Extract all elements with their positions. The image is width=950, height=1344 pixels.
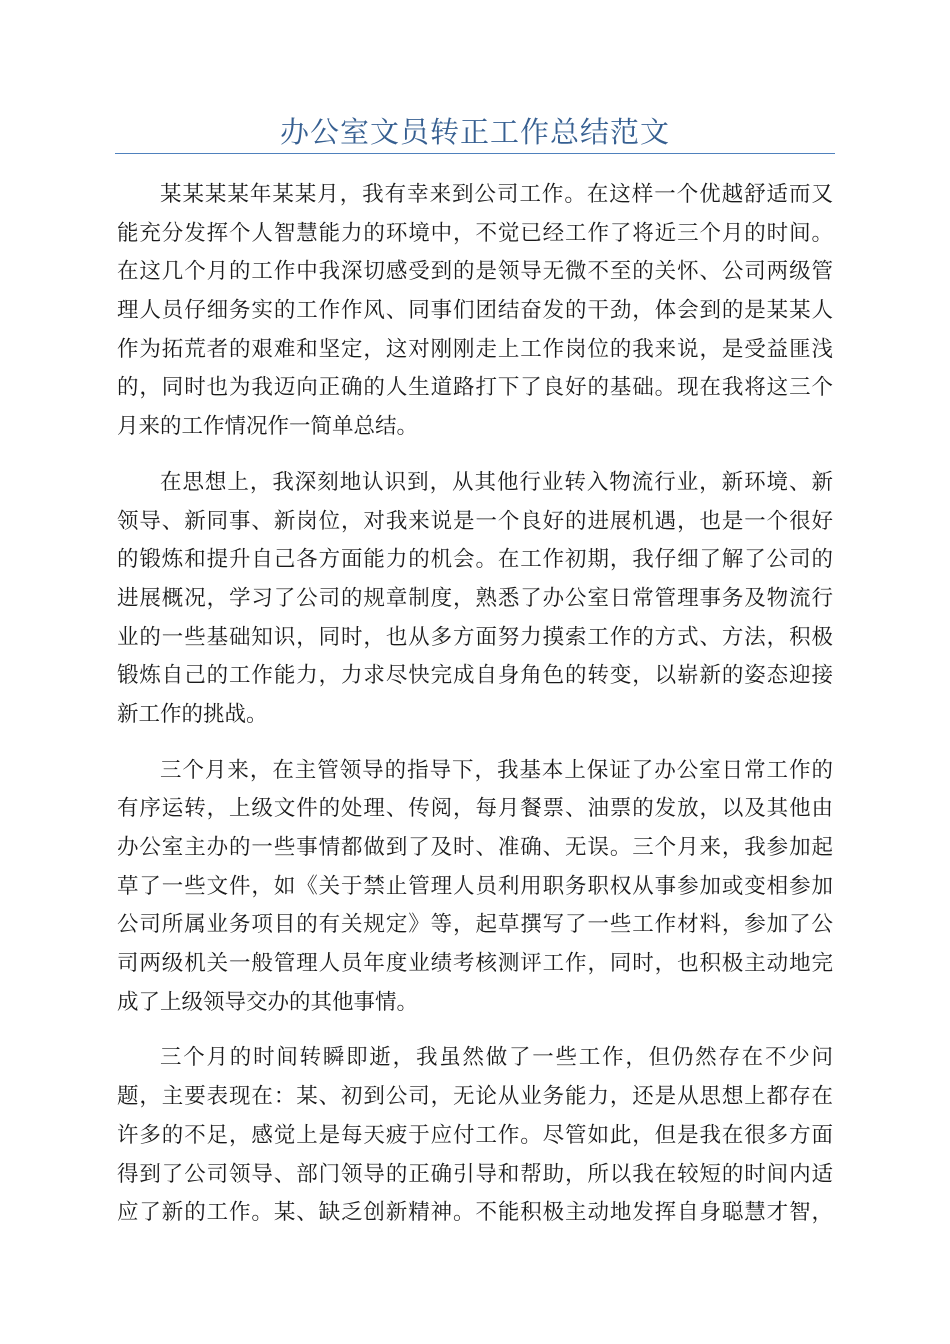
text-line: 在这几个月的工作中我深切感受到的是领导无微不至的关怀、公司两级管 xyxy=(117,259,833,285)
text-line: 锻炼自己的工作能力，力求尽快完成自身角色的转变，以崭新的姿态迎接 xyxy=(117,663,833,689)
text-line: 在思想上，我深刻地认识到，从其他行业转入物流行业，新环境、新 xyxy=(160,469,833,495)
document-body xyxy=(117,176,833,1250)
text-line: 理人员仔细务实的工作作风、同事们团结奋发的干劲，体会到的是某某人 xyxy=(117,298,833,324)
text-line: 领导、新同事、新岗位，对我来说是一个良好的进展机遇，也是一个很好 xyxy=(117,508,833,534)
text-line: 月来的工作情况作一简单总结。 xyxy=(117,414,419,440)
paragraph-3 xyxy=(117,752,833,1023)
paragraph-4 xyxy=(117,1039,833,1232)
text-line: 成了上级领导交办的其他事情。 xyxy=(117,989,419,1015)
text-line: 三个月的时间转瞬即逝，我虽然做了一些工作，但仍然存在不少问 xyxy=(160,1045,833,1071)
text-line: 业的一些基础知识，同时，也从多方面努力摸索工作的方式、方法，积极 xyxy=(117,624,833,650)
text-line: 的，同时也为我迈向正确的人生道路打下了良好的基础。现在我将这三个 xyxy=(117,375,833,401)
text-line: 草了一些文件，如《关于禁止管理人员利用职务职权从事参加或变相参加 xyxy=(117,873,833,899)
text-line: 得到了公司领导、部门领导的正确引导和帮助，所以我在较短的时间内适 xyxy=(117,1161,833,1187)
text-line: 三个月来，在主管领导的指导下，我基本上保证了办公室日常工作的 xyxy=(160,757,833,783)
paragraph-2 xyxy=(117,464,833,735)
text-line: 的锻炼和提升自己各方面能力的机会。在工作初期，我仔细了解了公司的 xyxy=(117,547,833,573)
text-line: 进展概况，学习了公司的规章制度，熟悉了办公室日常管理事务及物流行 xyxy=(117,585,833,611)
text-line: 许多的不足，感觉上是每天疲于应付工作。尽管如此，但是我在很多方面 xyxy=(117,1122,833,1148)
text-line: 有序运转，上级文件的处理、传阅，每月餐票、油票的发放，以及其他由 xyxy=(117,796,833,822)
text-line: 办公室主办的一些事情都做到了及时、准确、无误。三个月来，我参加起 xyxy=(117,835,833,860)
text-line: 司两级机关一般管理人员年度业绩考核测评工作，同时，也积极主动地完 xyxy=(117,951,833,977)
title-underline xyxy=(115,153,835,154)
paragraph-1 xyxy=(117,176,833,447)
text-line: 题，主要表现在：某、初到公司，无论从业务能力，还是从思想上都存在 xyxy=(117,1084,833,1110)
text-line: 公司所属业务项目的有关规定》等，起草撰写了一些工作材料，参加了公 xyxy=(117,912,833,938)
text-line: 应了新的工作。某、缺乏创新精神。不能积极主动地发挥自身聪慧才智， xyxy=(117,1200,833,1226)
document-title: 办公室文员转正工作总结范文 xyxy=(279,115,670,149)
text-line: 能充分发挥个人智慧能力的环境中，不觉已经工作了将近三个月的时间。 xyxy=(117,220,833,246)
text-line: 新工作的挑战。 xyxy=(117,701,268,727)
text-line: 某某某某年某某月，我有幸来到公司工作。在这样一个优越舒适而又 xyxy=(160,182,833,207)
text-line: 作为拓荒者的艰难和坚定，这对刚刚走上工作岗位的我来说，是受益匪浅 xyxy=(117,336,833,362)
